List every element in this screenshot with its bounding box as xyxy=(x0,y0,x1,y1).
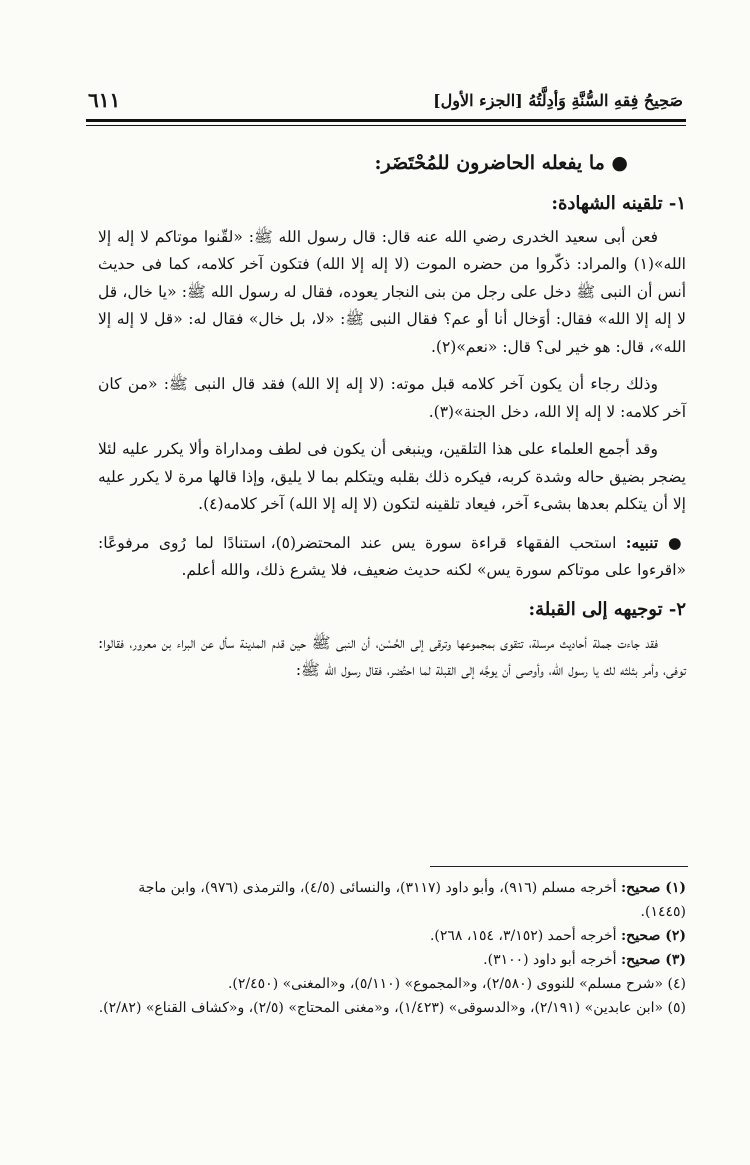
footnote-3 xyxy=(98,948,686,972)
paragraph-text: فقد جاءت جملة أحاديث مرسلة، تتقوى بمجموعها وترقى إلى الحُسْن، أن النبى ﷺ حين قدم المدينة سأل عن البراء بن معرور، فقالوا: توفى، وأمر بثلثه لك يا رسول الله، وأوصى أن يوجَّه إلى القبلة لما احتُضر، فقال رسول الله ﷺ: xyxy=(98,633,686,680)
paragraph-text: فعن أبى سعيد الخدرى رضي الله عنه قال: قال رسول الله ﷺ: «لقّنوا موتاكم لا إله إلا الله»(١) والمراد: ذكّروا من حضره الموت (لا إله إلا الله) فتكون آخر كلامه، كما فى حديث أنس أن النبى ﷺ دخل على رجل من بنى النجار يعوده، فقال له رسول الله ﷺ: «يا خال، قل لا إله إلا الله» فقال: أوَخال أنا أو عم؟ فقال النبى ﷺ: «لا، بل خال» فقال له: «قل لا إله إلا الله»، قال: هو خير لى؟ قال: «نعم»(٢). xyxy=(98,227,686,356)
running-title: صَحِيحُ فِقهِ السُّنَّةِ وَأدِلَّتُهُ [الجزء الأول] xyxy=(433,91,683,110)
header-rule-thick xyxy=(86,119,686,122)
section-title: ● ما يفعله الحاضرون للمُحْتَضَر: xyxy=(374,152,628,174)
note-text: استحب الفقهاء قراءة سورة يس عند المحتضر(٥)، استنادًا لما رُوى مرفوعًا: «اقرءوا على موتاكم سورة يس» لكنه حديث ضعيف، فلا يشرع ذلك، والله أعلم. xyxy=(98,533,686,580)
page-header xyxy=(88,88,683,116)
note-paragraph xyxy=(98,529,686,585)
footnote-4 xyxy=(98,972,686,996)
footnote-separator xyxy=(430,866,688,867)
footnote-label: (٢) صحيح: xyxy=(620,928,686,944)
paragraph-qibla xyxy=(98,630,686,685)
paragraph-last-words xyxy=(98,371,686,426)
main-text xyxy=(98,150,686,685)
note-label: ● تنبيه: xyxy=(625,532,686,552)
footnote-text: أخرجه أحمد (٣/١٥٢، ١٥٤، ٢٦٨). xyxy=(429,928,617,944)
footnote-text: «ابن عابدين» (٢/١٩١)، و«الدسوقى» (١/٤٢٣)، و«مغنى المحتاج» (٢/٥)، و«كشاف القناع» (٢/٨٢). xyxy=(98,1000,664,1016)
subsection-title-1: ١- تلقينه الشهادة: xyxy=(551,192,686,214)
footnote-text: «شرح مسلم» للنووى (٢/٥٨٠)، و«المجموع» (٥/١١٠)، و«المغنى» (٢/٤٥٠). xyxy=(227,976,664,992)
page-number: ٦١١ xyxy=(88,88,121,112)
footnote-label: (٥) xyxy=(667,1000,686,1016)
header-rule-thin xyxy=(86,125,686,126)
paragraph-hadith-talqin xyxy=(98,224,686,362)
footnote-label: (١) صحيح: xyxy=(620,880,686,896)
footnote-5 xyxy=(98,996,686,1020)
footnote-text: أخرجه أبو داود (٣١٠٠). xyxy=(483,952,617,968)
footnote-text: أخرجه مسلم (٩١٦)، وأبو داود (٣١١٧)، والنسائى (٤/٥)، والترمذى (٩٧٦)، وابن ماجة (١٤٤٥). xyxy=(138,880,686,920)
paragraph-text: وذلك رجاء أن يكون آخر كلامه قبل موته: (لا إله إلا الله) فقد قال النبى ﷺ: «من كان آخر كلامه: لا إله إلا الله، دخل الجنة»(٣). xyxy=(98,375,686,421)
subsection-title-2: ٢- توجيهه إلى القبلة: xyxy=(528,598,686,620)
footnotes xyxy=(98,876,686,1020)
footnote-label: (٤) xyxy=(667,976,686,992)
paragraph-consensus xyxy=(98,436,686,519)
footnote-2 xyxy=(98,924,686,948)
footnote-label: (٣) صحيح: xyxy=(620,952,686,968)
footnote-1 xyxy=(98,876,686,924)
paragraph-text: وقد أجمع العلماء على هذا التلقين، وينبغى أن يكون فى لطف ومداراة وألا يكرر عليه لئلا يضجر بضيق حاله وشدة كربه، فيكره ذلك بقلبه ويتكلم بما لا يليق، وإذا قالها مرة لا يكرر عليه إلا أن يتكلم بعدها بشىء آخر، فيعاد تلقينه لتكون (لا إله إلا الله) آخر كلامه(٤). xyxy=(98,440,686,514)
